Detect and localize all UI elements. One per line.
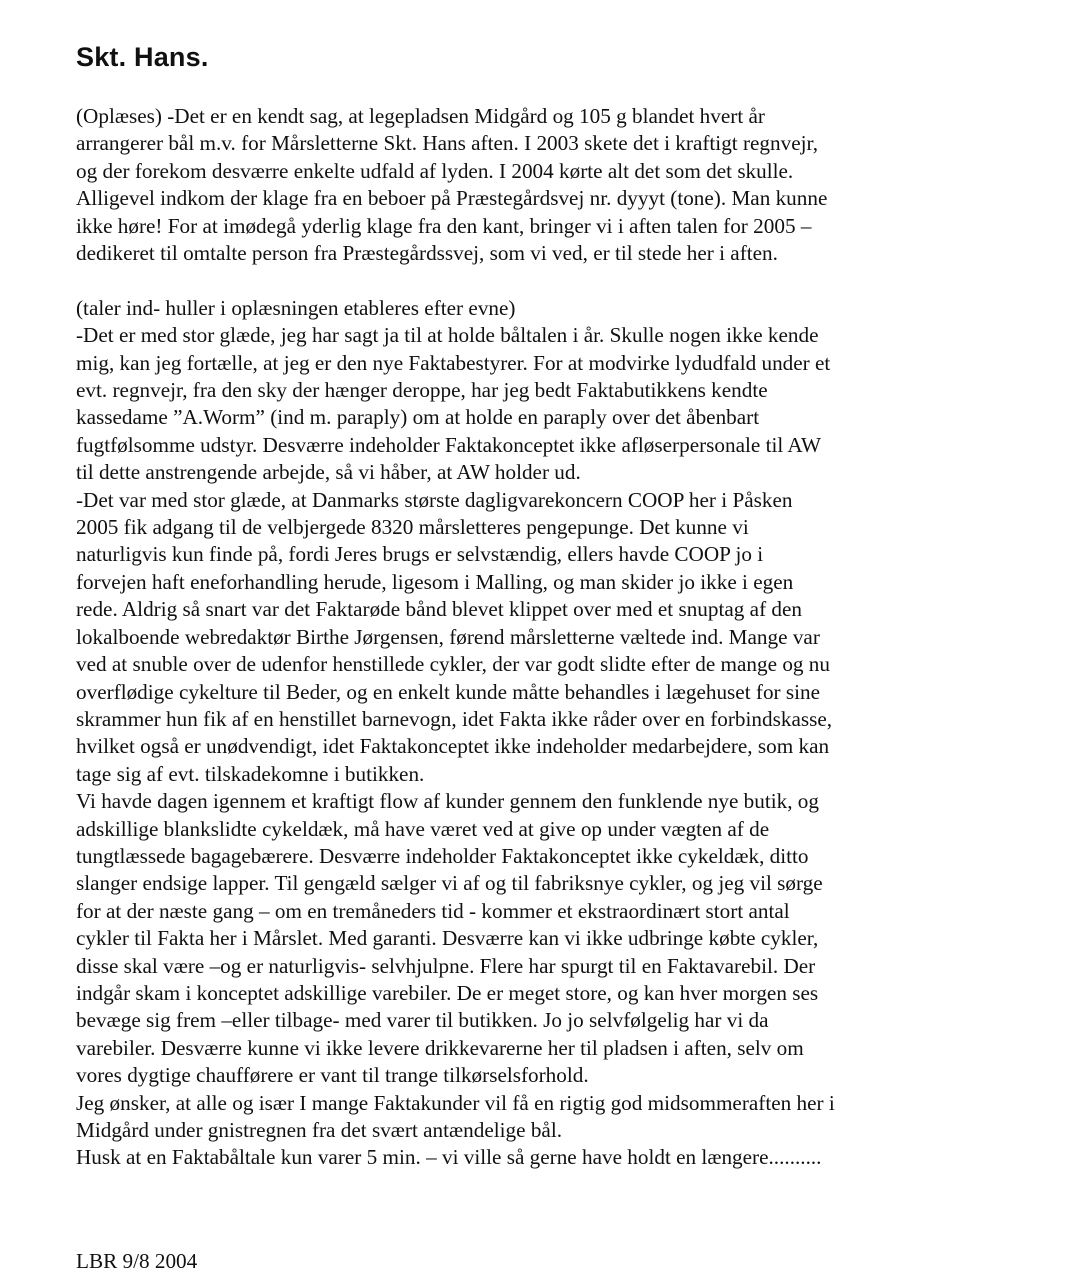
speech-line: disse skal være –og er naturligvis- selvhjulpne. Flere har spurgt til en Faktavarebil. Der (76, 953, 816, 978)
speech-line: bevæge sig frem –eller tilbage- med varer til butikken. Jo jo selvfølgelig har vi da (76, 1008, 769, 1033)
document-body (76, 103, 996, 1172)
speech-line: kassedame ”A.Worm” (ind m. paraply) om at holde en paraply over det åbenbart (76, 405, 760, 430)
signature-date: LBR 9/8 2004 (76, 1249, 198, 1273)
speech-line: lokalboende webredaktør Birthe Jørgensen, førend mårsletterne væltede ind. Mange var (76, 624, 820, 649)
speech-line: (taler ind- huller i oplæsningen etableres efter evne) (76, 295, 516, 320)
speech-line: cykler til Fakta her i Mårslet. Med garanti. Desværre kan vi ikke udbringe købte cykler, (76, 926, 819, 951)
intro-paragraph (76, 103, 996, 267)
speech-line: tage sig af evt. tilskadekomne i butikken. (76, 761, 425, 786)
speech-line: varebiler. Desværre kunne vi ikke levere drikkevarerne her til pladsen i aften, selv om (76, 1035, 804, 1060)
speech-line: til dette anstrengende arbejde, så vi håber, at AW holder ud. (76, 460, 581, 485)
speech-line: overflødige cykelture til Beder, og en enkelt kunde måtte behandles i lægehuset for sine (76, 679, 821, 704)
intro-line: og der forekom desværre enkelte udfald af lyden. I 2004 kørte alt det som det skulle. (76, 158, 794, 183)
speech-line: hvilket også er unødvendigt, idet Faktakonceptet ikke indeholder medarbejdere, som kan (76, 734, 830, 759)
speech-line: Jeg ønsker, at alle og især I mange Faktakunder vil få en rigtig god midsommeraften her i (76, 1090, 835, 1115)
speech-line: -Det var med stor glæde, at Danmarks største dagligvarekoncern COOP her i Påsken (76, 487, 793, 512)
speech-line: Husk at en Faktabåltale kun varer 5 min. – vi ville så gerne have holdt en længere.......... (76, 1145, 822, 1170)
speech-line: -Det er med stor glæde, jeg har sagt ja til at holde båltalen i år. Skulle nogen ikke kende (76, 323, 819, 348)
speech-line: ved at snuble over de udenfor henstillede cykler, der var godt slidte efter de mange og nu (76, 652, 830, 677)
speech-line: vores dygtige chaufførere er vant til trange tilkørselsforhold. (76, 1063, 589, 1088)
intro-line: (Oplæses) -Det er en kendt sag, at legepladsen Midgård og 105 g blandet hvert år (76, 104, 765, 128)
speech-line: forvejen haft eneforhandling herude, ligesom i Malling, og man skider jo ikke i egen (76, 569, 794, 594)
speech-line: 2005 fik adgang til de velbjergede 8320 mårsletteres pengepunge. Det kunne vi (76, 515, 749, 540)
speech-line: tungtlæssede bagagebærere. Desværre indeholder Faktakonceptet ikke cykeldæk, ditto (76, 843, 809, 868)
intro-line: Alligevel indkom der klage fra en beboer på Præstegårdsvej nr. dyyyt (tone). Man kunne (76, 186, 828, 211)
intro-line: arrangerer bål m.v. for Mårsletterne Skt. Hans aften. I 2003 skete det i kraftigt regnvejr, (76, 131, 819, 156)
speech-line: indgår skam i konceptet adskillige varebiler. De er meget store, og kan hver morgen ses (76, 980, 819, 1005)
speech-line: adskillige blankslidte cykeldæk, må have været ved at give op under vægten af de (76, 816, 770, 841)
speech-line: Midgård under gnistregnen fra det svært antændelige bål. (76, 1118, 563, 1143)
speech-paragraph (76, 295, 996, 1172)
intro-line: ikke høre! For at imødegå yderlig klage fra den kant, bringer vi i aften talen for 2005 – (76, 213, 812, 238)
intro-line: dedikeret til omtalte person fra Præstegårdssvej, som vi ved, er til stede her i aften. (76, 241, 778, 266)
speech-line: naturligvis kun finde på, fordi Jeres brugs er selvstændig, ellers havde COOP jo i (76, 542, 764, 567)
speech-line: evt. regnvejr, fra den sky der hænger deroppe, har jeg bedt Faktabutikkens kendte (76, 378, 768, 403)
speech-line: slanger endsige lapper. Til gengæld sælger vi af og til fabriksnye cykler, og jeg vil sørge (76, 871, 823, 896)
speech-line: Vi havde dagen igennem et kraftigt flow af kunder gennem den funklende nye butik, og (76, 789, 819, 814)
paragraph-gap (76, 267, 996, 294)
document-title: Skt. Hans. (76, 42, 209, 72)
speech-line: fugtfølsomme udstyr. Desværre indeholder Faktakonceptet ikke afløserpersonale til AW (76, 432, 821, 457)
speech-line: rede. Aldrig så snart var det Faktarøde bånd blevet klippet over med et snuptag af den (76, 597, 803, 622)
speech-line: for at der næste gang – om en tremåneders tid - kommer et ekstraordinært stort antal (76, 898, 790, 923)
speech-line: skrammer hun fik af en henstillet barnevogn, idet Fakta ikke råder over en forbindskasse, (76, 706, 833, 731)
speech-line: mig, kan jeg fortælle, at jeg er den nye Faktabestyrer. For at modvirke lydudfald under et (76, 350, 831, 375)
